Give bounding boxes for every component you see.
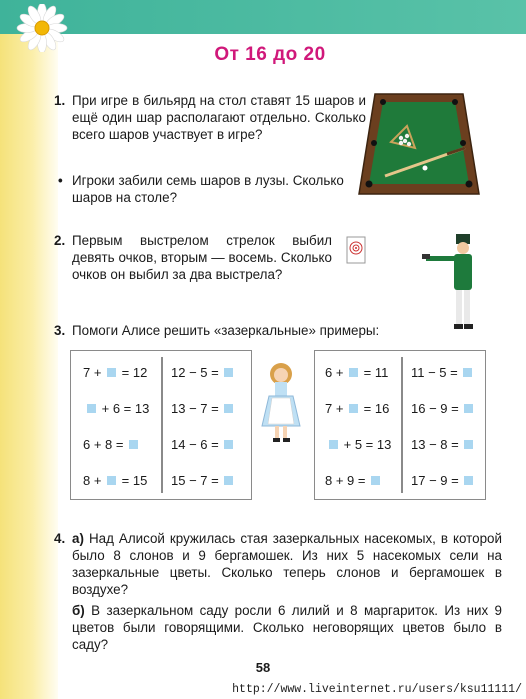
task-1-bullet [54, 172, 366, 206]
task-number: 4. [54, 531, 66, 546]
blank-square-icon [464, 404, 473, 413]
watermark-url: http://www.liveinternet.ru/users/ksu11111/ [232, 683, 522, 696]
example-item: 13 − 7 = [171, 401, 235, 416]
task-4b [54, 602, 502, 653]
task-number: 2. [54, 233, 66, 248]
example-item: 7 + = 16 [325, 401, 390, 416]
alice-icon [258, 362, 304, 444]
mirror-box-right [314, 350, 486, 500]
blank-square-icon [224, 368, 233, 377]
daisy-icon [14, 4, 70, 52]
shooter-icon [420, 232, 490, 332]
example-item: 13 − 8 = [411, 437, 475, 452]
blank-square-icon [371, 476, 380, 485]
task-3 [54, 322, 424, 339]
box-divider [401, 357, 403, 493]
mirror-box-left [70, 350, 252, 500]
task-number: 1. [54, 93, 66, 108]
billiard-table-icon [355, 86, 483, 204]
example-item: 11 − 5 = [411, 365, 474, 380]
task-2 [54, 232, 332, 283]
example-item: 12 − 5 = [171, 365, 235, 380]
task-text: Помоги Алисе решить «зазеркальные» примеры: [72, 323, 380, 338]
example-item: 17 − 9 = [411, 473, 475, 488]
task-4a [54, 530, 502, 598]
task-number: 3. [54, 323, 66, 338]
blank-square-icon [87, 404, 96, 413]
example-item: 6 + 8 = [83, 437, 140, 452]
subtask-label: б) [72, 603, 85, 618]
target-icon [346, 236, 366, 264]
blank-square-icon [329, 440, 338, 449]
blank-square-icon [464, 476, 473, 485]
blank-square-icon [224, 476, 233, 485]
example-item: + 6 = 13 [85, 401, 149, 416]
blank-square-icon [349, 404, 358, 413]
example-item: 16 − 9 = [411, 401, 475, 416]
example-item: 6 + = 11 [325, 365, 389, 380]
blank-square-icon [224, 404, 233, 413]
example-item: 15 − 7 = [171, 473, 235, 488]
blank-square-icon [107, 368, 116, 377]
blank-square-icon [107, 476, 116, 485]
blank-square-icon [224, 440, 233, 449]
box-divider [161, 357, 163, 493]
task-text: Первым выстрелом стрелок выбил девять очков, вторым — восемь. Сколько очков он выбил за два выстрела? [72, 233, 332, 282]
task-text: а) Над Алисой кружилась стая зазеркальных насекомых, в которой было 8 слонов и 9 бергамошек. Из них 5 насекомых сели на зазеркальные цветы. Сколько теперь слонов и бергамошек в воздухе? [72, 531, 502, 597]
page-title: От 16 до 20 [214, 44, 326, 65]
bullet-icon: • [58, 173, 63, 188]
example-item: 8 + 9 = [325, 473, 382, 488]
blank-square-icon [349, 368, 358, 377]
example-item: 8 + = 15 [83, 473, 148, 488]
blank-square-icon [463, 368, 472, 377]
blank-square-icon [129, 440, 138, 449]
task-text: б) В зазеркальном саду росли 6 лилий и 8 маргариток. Из них 9 цветов были говорящими. Сколько неговорящих цветов было в саду? [72, 603, 502, 652]
task-1 [54, 92, 366, 143]
example-item: 14 − 6 = [171, 437, 235, 452]
subtask-label: а) [72, 531, 84, 546]
task-text: При игре в бильярд на стол ставят 15 шаров и ещё один шар располагают отдельно. Сколько всего шаров участвует в игре? [72, 93, 366, 142]
example-item: 7 + = 12 [83, 365, 148, 380]
page-number: 58 [255, 660, 271, 675]
blank-square-icon [464, 440, 473, 449]
example-item: + 5 = 13 [327, 437, 391, 452]
bullet-text: Игроки забили семь шаров в лузы. Сколько шаров на столе? [72, 173, 344, 205]
